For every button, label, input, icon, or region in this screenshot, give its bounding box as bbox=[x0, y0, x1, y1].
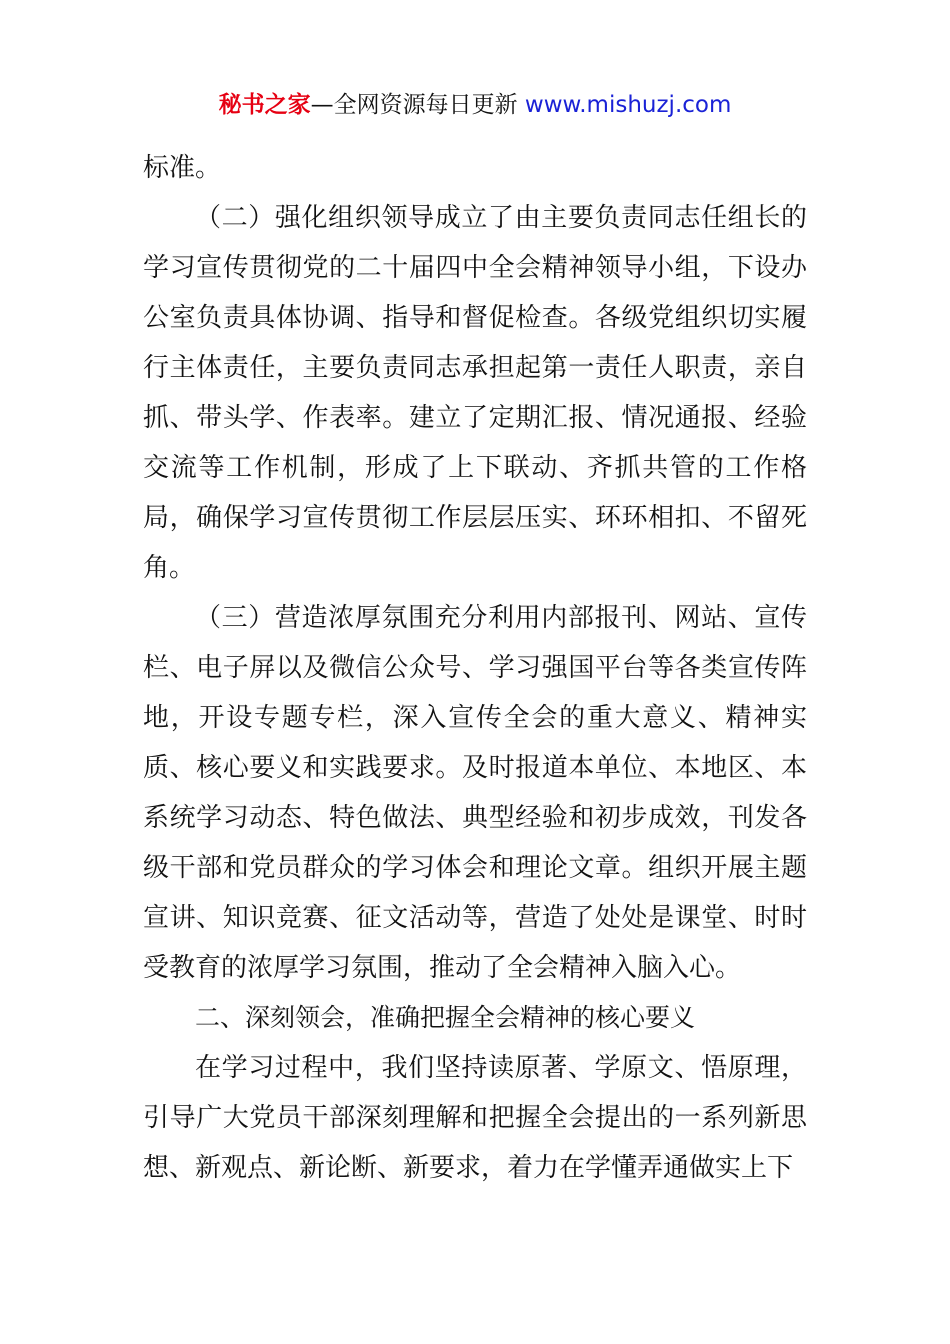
site-header bbox=[0, 88, 950, 122]
site-url-link[interactable]: www.mishuzj.com bbox=[524, 92, 732, 118]
paragraph-continuation: 标准。 bbox=[143, 153, 222, 183]
paragraph-organization-leadership: （二）强化组织领导成立了由主要负责同志任组长的学习宣传贯彻党的二十届四中全会精神领导小组，下设办公室负责具体协调、指导和督促检查。各级党组织切实履行主体责任，主要负责同志承担起第一责任人职责，亲自抓、带头学、作表率。建立了定期汇报、情况通报、经验交流等工作机制，形成了上下联动、齐抓共管的工作格局，确保学习宣传贯彻工作层层压实、环环相扣、不留死角。 bbox=[143, 203, 807, 583]
document-body bbox=[143, 143, 807, 1193]
site-tagline: —全网资源每日更新 bbox=[310, 92, 525, 118]
section-heading-2: 二、深刻领会，准确把握全会精神的核心要义 bbox=[195, 1003, 696, 1032]
site-brand: 秘书之家 bbox=[218, 92, 311, 118]
paragraph-study-process: 在学习过程中，我们坚持读原著、学原文、悟原理，引导广大党员干部深刻理解和把握全会提出的一系列新思想、新观点、新论断、新要求，着力在学懂弄通做实上下 bbox=[143, 1053, 807, 1183]
paragraph-atmosphere: （三）营造浓厚氛围充分利用内部报刊、网站、宣传栏、电子屏以及微信公众号、学习强国平台等各类宣传阵地，开设专题专栏，深入宣传全会的重大意义、精神实质、核心要义和实践要求。及时报道本单位、本地区、本系统学习动态、特色做法、典型经验和初步成效，刊发各级干部和党员群众的学习体会和理论文章。组织开展主题宣讲、知识竞赛、征文活动等，营造了处处是课堂、时时受教育的浓厚学习氛围，推动了全会精神入脑入心。 bbox=[143, 603, 807, 983]
